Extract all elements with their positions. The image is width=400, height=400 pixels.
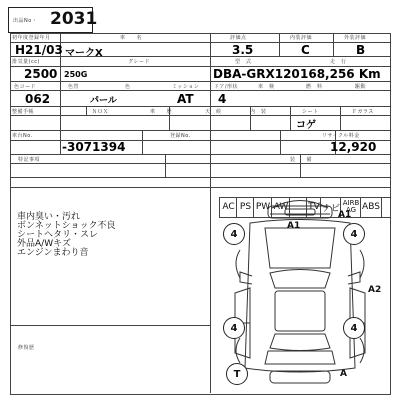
- displacement-label: 排気量(cc): [12, 59, 40, 65]
- remark-line-3: シートヘタリ・スレ: [17, 230, 99, 240]
- first-reg-value: H21/03: [15, 43, 63, 57]
- remark-line-1: 車内臭い・汚れ: [17, 212, 81, 222]
- chassis-no-value: -3071394: [62, 140, 126, 154]
- mileage-label: 走 行: [330, 59, 347, 65]
- seat-value: コゲ: [296, 120, 316, 131]
- grade-label: グレード: [128, 59, 151, 65]
- special-notes-label: 特記事項: [18, 157, 41, 163]
- score-value: 3.5: [232, 43, 254, 57]
- mileage-value: 168,256 Km: [300, 67, 381, 81]
- auction-sheet: [10, 33, 391, 395]
- drive-label: 駆動: [355, 84, 367, 90]
- color-code-value: 062: [25, 92, 51, 106]
- tire-front-right: 4: [343, 223, 365, 245]
- grade-value: 250G: [64, 70, 88, 79]
- model-value: DBA-GRX120: [213, 67, 300, 81]
- caution-label: 車 歴: [150, 109, 173, 115]
- car-name-label: 車 名: [120, 35, 143, 41]
- interior-score-value: C: [301, 43, 310, 57]
- displacement-value: 2500: [24, 67, 58, 81]
- seat-label: シート: [302, 109, 319, 115]
- equip-airbag-text: AIRBAG: [342, 199, 360, 214]
- spare-tire: T: [226, 363, 248, 385]
- doors-label: ドア/形状: [214, 84, 239, 90]
- equip-ac-text: AC: [222, 202, 235, 212]
- color-label: 色: [125, 84, 131, 90]
- lot-prefix-label: 出品No・: [13, 18, 38, 24]
- glass-label: Ｆガラス: [352, 109, 374, 115]
- capacity-label: 車 検: [258, 84, 275, 90]
- remark-line-5: エンジンまわり音: [17, 248, 89, 258]
- interior-score-label: 内装評価: [290, 35, 313, 41]
- nox-label: ＮＯＸ: [92, 109, 109, 115]
- remark-line-2: ボンネットショック不良: [17, 221, 116, 231]
- tire-front-left: 4: [223, 223, 245, 245]
- recycle-value: 12,920: [330, 140, 377, 154]
- tire-rear-right: 4: [343, 317, 365, 339]
- color-code-label: 色コード: [14, 84, 37, 90]
- lot-number: 2031: [50, 9, 98, 29]
- equip-aw-text: AW: [273, 202, 289, 212]
- damage-mark-front-right: A1: [338, 210, 352, 220]
- equip-abs-text: ABS: [362, 202, 380, 212]
- reg-no-label: 登録No.: [170, 133, 191, 139]
- equip-tv-text: TV: [308, 202, 320, 212]
- exterior-score-label: 外装評価: [344, 35, 367, 41]
- damage-mark-right-side: A2: [368, 285, 382, 295]
- roof-label: 天 候: [205, 109, 222, 115]
- model-label: 型 式: [235, 59, 252, 65]
- fuel-label: 燃 料: [306, 84, 323, 90]
- remarks-list: [17, 213, 207, 258]
- equip-navi-text: ナビ: [321, 203, 340, 214]
- exterior-score-value: B: [356, 43, 366, 57]
- equip-ps-text: PS: [239, 202, 252, 212]
- interior-label: 内 装: [250, 109, 267, 115]
- remark-line-4: 外品A/Wキズ: [17, 239, 71, 249]
- repair-history-label: 修復歴: [18, 345, 35, 351]
- ac-label: 整備手帳: [12, 109, 35, 115]
- chassis-no-label: 車台No.: [12, 133, 33, 139]
- color-tone-label: 色替: [68, 84, 80, 90]
- recycle-label: リサイクル料金: [322, 133, 360, 139]
- tire-rear-left: 4: [223, 317, 245, 339]
- score-label: 評価点: [230, 35, 247, 41]
- doors-value: 4: [218, 92, 227, 106]
- transmission-label: ミッション: [172, 84, 200, 90]
- equipment-label: 装 備: [290, 157, 313, 163]
- equip-pw-text: PW: [255, 202, 271, 212]
- damage-mark-hood: A1: [287, 221, 301, 231]
- lot-number-box: [8, 7, 98, 33]
- color-value: パール: [90, 96, 117, 106]
- car-name-value: マークX: [65, 48, 103, 59]
- transmission-value: AT: [177, 92, 194, 106]
- damage-mark-rear: A: [340, 369, 347, 379]
- first-reg-label: 初年度登録年月: [12, 35, 51, 41]
